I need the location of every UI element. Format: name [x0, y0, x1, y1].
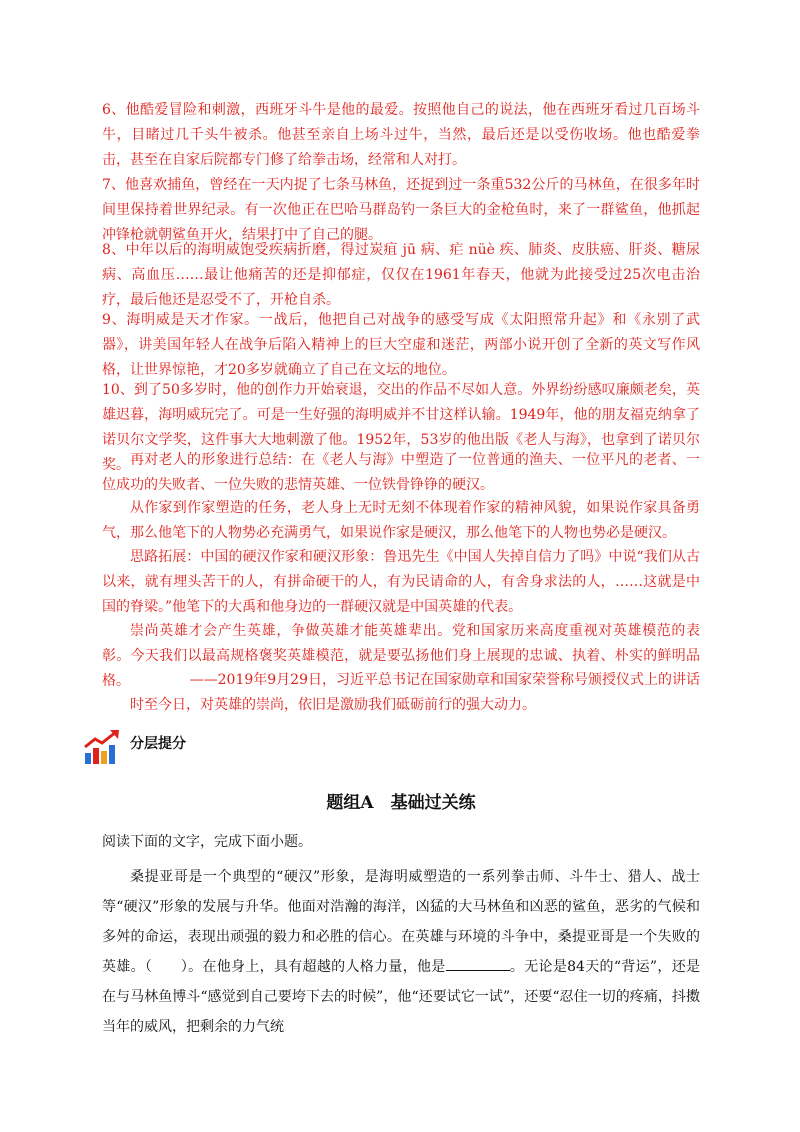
closing-paragraph: 时至今日，对英雄的崇尚，依旧是激励我们砥砺前行的强大动力。: [130, 697, 536, 713]
passage-part-2: 。无论是84天的“背运”，还是在与马林鱼博斗“感觉到自己要垮下去的时候”，他“还要试它一试”，还要“忍住一切的疼痛，抖擞当年的威风，把剩余的力气统: [102, 959, 700, 1035]
instruction-text: 阅读下面的文字，完成下面小题。: [102, 834, 312, 850]
section-badge: [82, 727, 222, 767]
fact-item-10: 10、到了50多岁时，他的创作力开始衰退，交出的作品不尽如人意。外界纷纷感叹廉颇老矣，英雄迟暮，海明威玩完了。可是一生好强的海明威并不甘这样认输。1949年，他的朋友福克纳拿了诺贝尔文学奖，这件事大大地刺激了他。1952年，53岁的他出版《老人与海》，也拿到了诺贝尔奖。: [102, 382, 700, 473]
summary-paragraph: 再对老人的形象进行总结：在《老人与海》中塑造了一位普通的渔夫、一位平凡的老者、一位成功的失败者、一位失败的悲情英雄、一位铁骨铮铮的硬汉。: [102, 452, 700, 493]
fact-item-6: 6、他酷爱冒险和刺激，西班牙斗牛是他的最爱。按照他自己的说法，他在西班牙看过几百场斗牛，目睹过几千头牛被杀。他甚至亲自上场斗过牛，当然，最后还是以受伤收场。他也酷爱拳击，甚至在自家后院都专门修了给拳击场，经常和人对打。: [102, 102, 700, 168]
badge-label: 分层提分: [130, 736, 186, 752]
fact-item-8: 8、中年以后的海明威饱受疾病折磨，得过炭疽 jū 病、疟 nüè 疾、肺炎、皮肤癌、肝炎、糖尿病、高血压……最让他痛苦的还是抑郁症，仅仅在1961年春天，他就为此接受过25次电击治疗，最后他还是忍受不了，开枪自杀。: [102, 242, 700, 308]
quote-paragraph: 崇尚英雄才会产生英雄，争做英雄才能英雄辈出。党和国家历来高度重视对英雄模范的表彰。今天我们以最高规格褒奖英雄模范，就是要弘扬他们身上展现的忠诚、执着、朴实的鲜明品格。: [102, 623, 700, 689]
answer-blank[interactable]: [446, 956, 510, 971]
fact-item-9: 9、海明威是天才作家。一战后，他把自己对战争的感受写成《太阳照常升起》和《永别了武器》，讲美国年轻人在战争后陷入精神上的巨大空虚和迷茫，两部小说开创了全新的英文写作风格，让世界惊艳，才20多岁就确立了自己在文坛的地位。: [102, 312, 700, 378]
reading-passage: [102, 862, 700, 1042]
section-title: 题组A 基础过关练: [326, 793, 476, 813]
passage-part-1: 桑提亚哥是一个典型的“硬汉”形象，是海明威塑造的一系列拳击师、斗牛士、猎人、战士等“硬汉”形象的发展与升华。他面对浩瀚的海洋，凶猛的大马林鱼和凶恶的鲨鱼，恶劣的气候和多舛的命运，表现出顽强的毅力和必胜的信心。在英雄与环境的斗争中，桑提亚哥是一个失败的英雄。（ ）。在他身上，具有超越的人格力量，他是: [102, 869, 700, 975]
fact-item-7: 7、他喜欢捕鱼，曾经在一天内捉了七条马林鱼，还捉到过一条重532公斤的马林鱼，在很多年时间里保持着世界纪录。有一次他正在巴哈马群岛钓一条巨大的金枪鱼时，来了一群鲨鱼，他抓起冲锋枪就朝鲨鱼开火，结果打中了自己的腿。: [102, 177, 700, 243]
quote-source: ——2019年9月29日，习近平总书记在国家勋章和国家荣誉称号颁授仪式上的讲话: [189, 672, 700, 688]
growth-chart-icon: [82, 727, 122, 767]
writer-paragraph: 从作家到作家塑造的任务，老人身上无时无刻不体现着作家的精神风貌，如果说作家具备勇气，那么他笔下的人物势必充满勇气，如果说作家是硬汉，那么他笔下的人物也势必是硬汉。: [102, 500, 700, 541]
expand-paragraph: 思路拓展：中国的硬汉作家和硬汉形象：鲁迅先生《中国人失掉自信力了吗》中说“我们从古以来，就有埋头苦干的人，有拼命硬干的人，有为民请命的人，有舍身求法的人，……这就是中国的脊梁。”他笔下的大禹和他身边的一群硬汉就是中国英雄的代表。: [102, 549, 700, 615]
